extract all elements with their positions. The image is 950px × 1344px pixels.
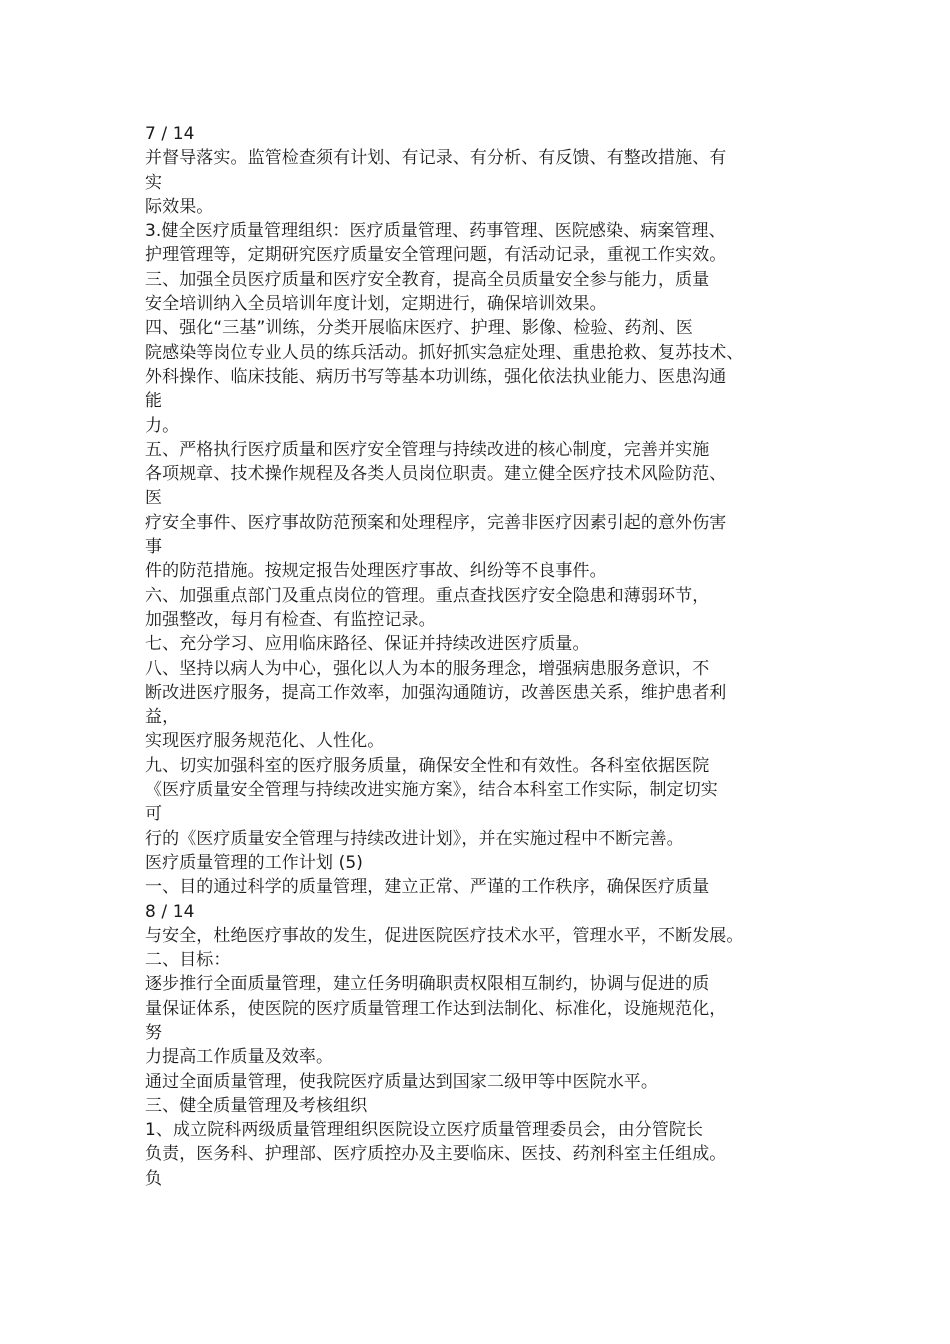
text-line: 力提高工作质量及效率。	[145, 1047, 334, 1068]
text-line: 与安全，杜绝医疗事故的发生，促进医院医疗技术水平，管理水平，不断发展。	[145, 925, 744, 946]
text-line: 断改进医疗服务，提高工作效率，加强沟通随访，改善医患关系，维护患者利	[145, 682, 727, 703]
text-line: 加强整改，每月有检查、有监控记录。	[145, 609, 436, 630]
text-line: 外科操作、临床技能、病历书写等基本功训练，强化依法执业能力、医患沟通	[145, 366, 727, 387]
text-line: 事	[145, 537, 163, 558]
text-line: 能	[145, 391, 163, 412]
text-line: 七、充分学习、应用临床路径、保证并持续改进医疗质量。	[145, 634, 590, 655]
text-line: 三、健全质量管理及考核组织	[145, 1095, 368, 1116]
text-line: 逐步推行全面质量管理，建立任务明确职责权限相互制约，协调与促进的质	[145, 974, 710, 995]
text-line: 并督导落实。监管检查须有计划、有记录、有分析、有反馈、有整改措施、有	[145, 148, 727, 169]
text-line: 八、坚持以病人为中心，强化以人为本的服务理念，增强病患服务意识，不	[145, 658, 710, 679]
text-line: 六、加强重点部门及重点岗位的管理。重点查找医疗安全隐患和薄弱环节，	[145, 585, 710, 606]
text-line: 医	[145, 488, 163, 509]
text-line: 九、切实加强科室的医疗服务质量，确保安全性和有效性。各科室依据医院	[145, 755, 710, 776]
page-number: 7 / 14	[145, 124, 195, 144]
text-line: 疗安全事件、医疗事故防范预案和处理程序，完善非医疗因素引起的意外伤害	[145, 512, 727, 533]
document-body	[145, 122, 825, 1191]
text-line: 1、成立院科两级质量管理组织医院设立医疗质量管理委员会，由分管院长	[145, 1120, 704, 1141]
text-line: 二、目标：	[145, 950, 231, 971]
text-line: 三、加强全员医疗质量和医疗安全教育，提高全员质量安全参与能力，质量	[145, 269, 710, 290]
text-line: 益，	[145, 707, 180, 728]
text-line: 3.健全医疗质量管理组织：医疗质量管理、药事管理、医院感染、病案管理、	[145, 221, 726, 242]
text-line: 件的防范措施。按规定报告处理医疗事故、纠纷等不良事件。	[145, 561, 607, 582]
text-line: 努	[145, 1022, 163, 1043]
page-number: 8 / 14	[145, 901, 195, 922]
text-line: 五、严格执行医疗质量和医疗安全管理与持续改进的核心制度，完善并实施	[145, 439, 710, 460]
text-line: 量保证体系，使医院的医疗质量管理工作达到法制化、标准化，设施规范化，	[145, 998, 727, 1019]
text-line: 各项规章、技术操作规程及各类人员岗位职责。建立健全医疗技术风险防范、	[145, 464, 727, 485]
text-line: 实现医疗服务规范化、人性化。	[145, 731, 385, 752]
text-line: 负责，医务科、护理部、医疗质控办及主要临床、医技、药剂科室主任组成。	[145, 1144, 727, 1165]
text-line: 实	[145, 172, 163, 193]
text-line: 院感染等岗位专业人员的练兵活动。抓好抓实急症处理、重患抢救、复苏技术、	[145, 342, 744, 363]
text-line: 力。	[145, 415, 180, 436]
text-line: 安全培训纳入全员培训年度计划，定期进行，确保培训效果。	[145, 294, 607, 315]
text-line: 通过全面质量管理，使我院医疗质量达到国家二级甲等中医院水平。	[145, 1071, 658, 1092]
section-heading: 医疗质量管理的工作计划 (5)	[145, 852, 363, 873]
text-line: 行的《医疗质量安全管理与持续改进计划》，并在实施过程中不断完善。	[145, 828, 684, 849]
text-line: 护理管理等，定期研究医疗质量安全管理问题，有活动记录，重视工作实效。	[145, 245, 727, 266]
text-line: 负	[145, 1168, 163, 1189]
text-line: 际效果。	[145, 196, 214, 217]
text-line: 一、目的通过科学的质量管理，建立正常、严谨的工作秩序，确保医疗质量	[145, 877, 710, 898]
text-line: 《医疗质量安全管理与持续改进实施方案》，结合本科室工作实际，制定切实	[145, 780, 718, 801]
text-line: 可	[145, 804, 163, 825]
text-line: 四、强化“三基”训练，分类开展临床医疗、护理、影像、检验、药剂、医	[145, 318, 693, 339]
